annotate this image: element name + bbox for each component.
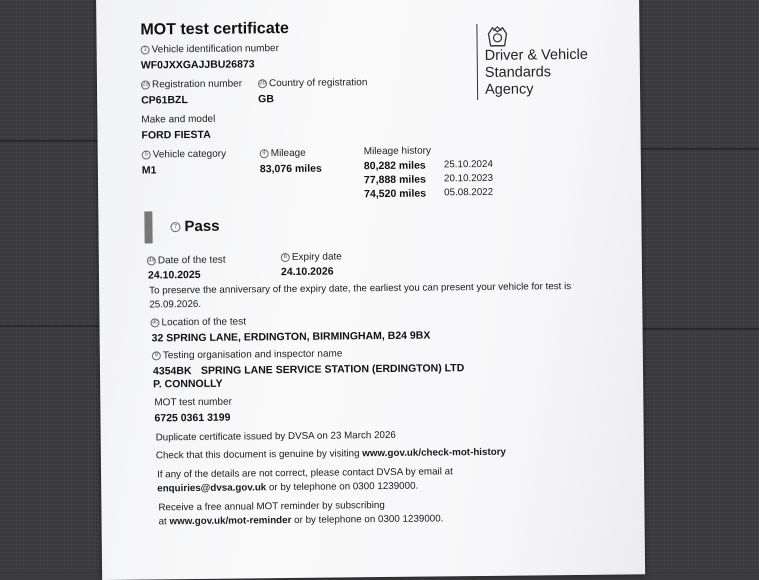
mileage-value: 83,076 miles xyxy=(259,162,322,176)
registration-label xyxy=(141,78,242,90)
carpet-seam xyxy=(0,325,100,327)
field-number-icon: 1 xyxy=(141,45,150,54)
field-number-icon: 2a xyxy=(141,80,150,89)
field-number-icon: 4 xyxy=(260,149,269,158)
preserve-note-line-1: To preserve the anniversary of the expiry date, the earliest you can present your vehicle for test is xyxy=(149,281,572,297)
testing-org-code: 4354BK xyxy=(152,365,192,378)
agency-name xyxy=(485,47,589,99)
country-value: GB xyxy=(258,93,274,106)
mot-certificate-paper xyxy=(96,0,645,580)
reminder-prefix: at xyxy=(158,516,170,528)
registration-value: CP61BZL xyxy=(141,94,188,107)
field-number-icon: 7 xyxy=(170,222,180,232)
vin-label xyxy=(141,43,279,55)
expiry-date-label xyxy=(281,251,342,263)
contact-note-line-1: If any of the details are not correct, please contact DVSA by email at xyxy=(157,466,453,481)
contact-phone-text: or by telephone on 0300 1239000. xyxy=(266,480,419,494)
field-number-icon: 3c xyxy=(150,318,159,327)
agency-name-line-2: Standards xyxy=(484,64,552,81)
location-value: 32 SPRING LANE, ERDINGTON, BIRMINGHAM, B24 9BX xyxy=(151,329,431,345)
pass-result xyxy=(170,218,219,236)
carpet-seam xyxy=(634,328,759,330)
agency-name-line-3: Agency xyxy=(484,81,534,98)
test-number-value: 6725 0361 3199 xyxy=(154,411,231,425)
agency-name-line-1: Driver & Vehicle xyxy=(484,46,588,64)
duplicate-note: Duplicate certificate issued by DVSA on 23 March 2026 xyxy=(155,429,396,444)
preserve-note-line-2: 25.09.2026. xyxy=(149,298,202,311)
country-label xyxy=(258,77,367,89)
mileage-label xyxy=(260,148,306,159)
testing-org-label xyxy=(152,348,343,361)
check-note xyxy=(156,447,506,462)
mileage-history-date: 25.10.2024 xyxy=(443,158,493,171)
category-label-text: Vehicle category xyxy=(152,148,227,161)
mileage-history-miles: 80,282 miles xyxy=(363,159,426,173)
contact-note-line-2 xyxy=(157,481,418,495)
reminder-phone-text: or by telephone on 0300 1239000. xyxy=(291,513,444,526)
certificate-title: MOT test certificate xyxy=(140,19,289,39)
carpet-seam xyxy=(634,148,759,150)
pass-label: Pass xyxy=(184,217,220,236)
make-model-label: Make and model xyxy=(141,113,216,126)
check-mot-history-link[interactable]: www.gov.uk/check-mot-history xyxy=(362,446,507,460)
vin-label-text: Vehicle identification number xyxy=(151,43,279,56)
test-date-label xyxy=(147,255,226,267)
category-value: M1 xyxy=(141,164,157,177)
reminder-note-line-1: Receive a free annual MOT reminder by subscribing xyxy=(158,500,385,514)
mileage-label-text: Mileage xyxy=(270,147,306,160)
reminder-note-line-2 xyxy=(159,513,444,527)
mot-reminder-link[interactable]: www.gov.uk/mot-reminder xyxy=(169,514,292,528)
registration-label-text: Registration number xyxy=(151,78,243,91)
location-label-text: Location of the test xyxy=(161,316,247,329)
test-date-value: 24.10.2025 xyxy=(147,268,201,282)
vin-value: WF0JXXGAJJBU26873 xyxy=(140,58,255,72)
test-date-label-text: Date of the test xyxy=(157,254,226,267)
field-number-icon: 9 xyxy=(152,351,161,360)
mileage-history-label: Mileage history xyxy=(363,145,432,158)
category-label xyxy=(142,149,227,161)
mileage-history-date: 05.08.2022 xyxy=(444,186,494,199)
field-number-icon: 3a xyxy=(147,256,156,265)
field-number-icon: 5 xyxy=(142,150,151,159)
country-label-text: Country of registration xyxy=(268,77,368,90)
logo-rule xyxy=(476,24,478,100)
check-note-text: Check that this document is genuine by visiting xyxy=(155,448,363,462)
field-number-icon: 2b xyxy=(258,79,267,88)
expiry-date-label-text: Expiry date xyxy=(291,251,342,263)
test-number-label: MOT test number xyxy=(154,396,233,409)
carpet-seam xyxy=(0,140,100,142)
inspector-name: P. CONNOLLY xyxy=(153,377,223,391)
field-number-icon: 8 xyxy=(281,253,290,262)
testing-org-label-text: Testing organisation and inspector name xyxy=(162,348,343,362)
mileage-history-miles: 74,520 miles xyxy=(364,187,427,201)
contact-email-link[interactable]: enquiries@dvsa.gov.uk xyxy=(157,482,267,495)
testing-org-name: SPRING LANE SERVICE STATION (ERDINGTON) LTD xyxy=(200,362,465,377)
location-label xyxy=(150,316,246,328)
mileage-history-miles: 77,888 miles xyxy=(363,173,426,187)
mileage-history-date: 20.10.2023 xyxy=(443,172,494,185)
pass-status-bar xyxy=(144,211,152,243)
make-model-value: FORD FIESTA xyxy=(141,128,211,142)
expiry-date-value: 24.10.2026 xyxy=(280,265,334,279)
